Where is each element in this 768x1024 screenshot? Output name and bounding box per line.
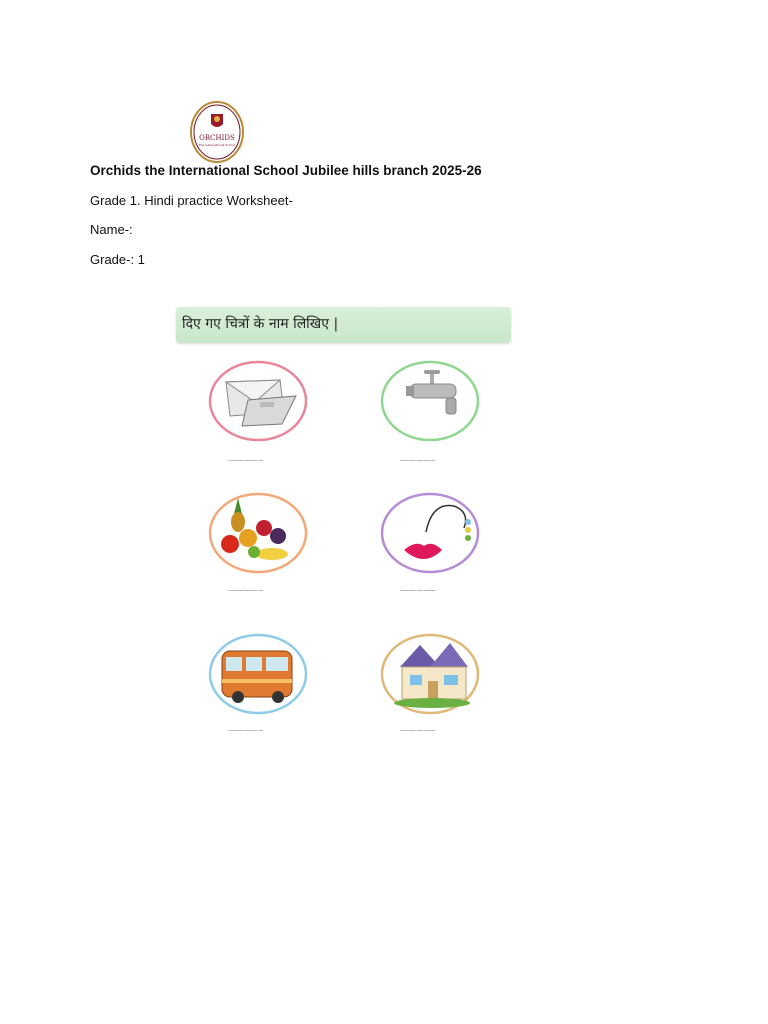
answer-line[interactable]: .............................. xyxy=(400,459,436,462)
school-title: Orchids the International School Jubilee hills branch 2025-26 xyxy=(90,163,482,178)
svg-text:The International School: The International School xyxy=(198,143,236,147)
answer-line[interactable]: .............................. xyxy=(228,589,264,592)
answer-line[interactable]: .............................. xyxy=(400,589,436,592)
svg-text:ORCHIDS: ORCHIDS xyxy=(199,134,235,142)
picture-envelope xyxy=(208,360,308,442)
picture-lips xyxy=(380,492,480,574)
grade-label: Grade-: 1 xyxy=(90,252,145,267)
name-label: Name-: xyxy=(90,222,133,237)
answer-line[interactable]: .............................. xyxy=(400,729,436,732)
picture-water-tap xyxy=(380,360,480,442)
worksheet-title: Grade 1. Hindi practice Worksheet- xyxy=(90,193,293,208)
instruction-banner xyxy=(176,307,511,343)
picture-house xyxy=(380,633,480,715)
bus-icon xyxy=(222,651,292,703)
school-logo xyxy=(189,100,245,164)
answer-line[interactable]: .............................. xyxy=(228,729,264,732)
answer-line[interactable]: .............................. xyxy=(228,459,264,462)
picture-bus xyxy=(208,633,308,715)
picture-fruits xyxy=(208,492,308,574)
instruction-text: दिए गए चित्रों के नाम लिखिए | xyxy=(182,316,339,332)
